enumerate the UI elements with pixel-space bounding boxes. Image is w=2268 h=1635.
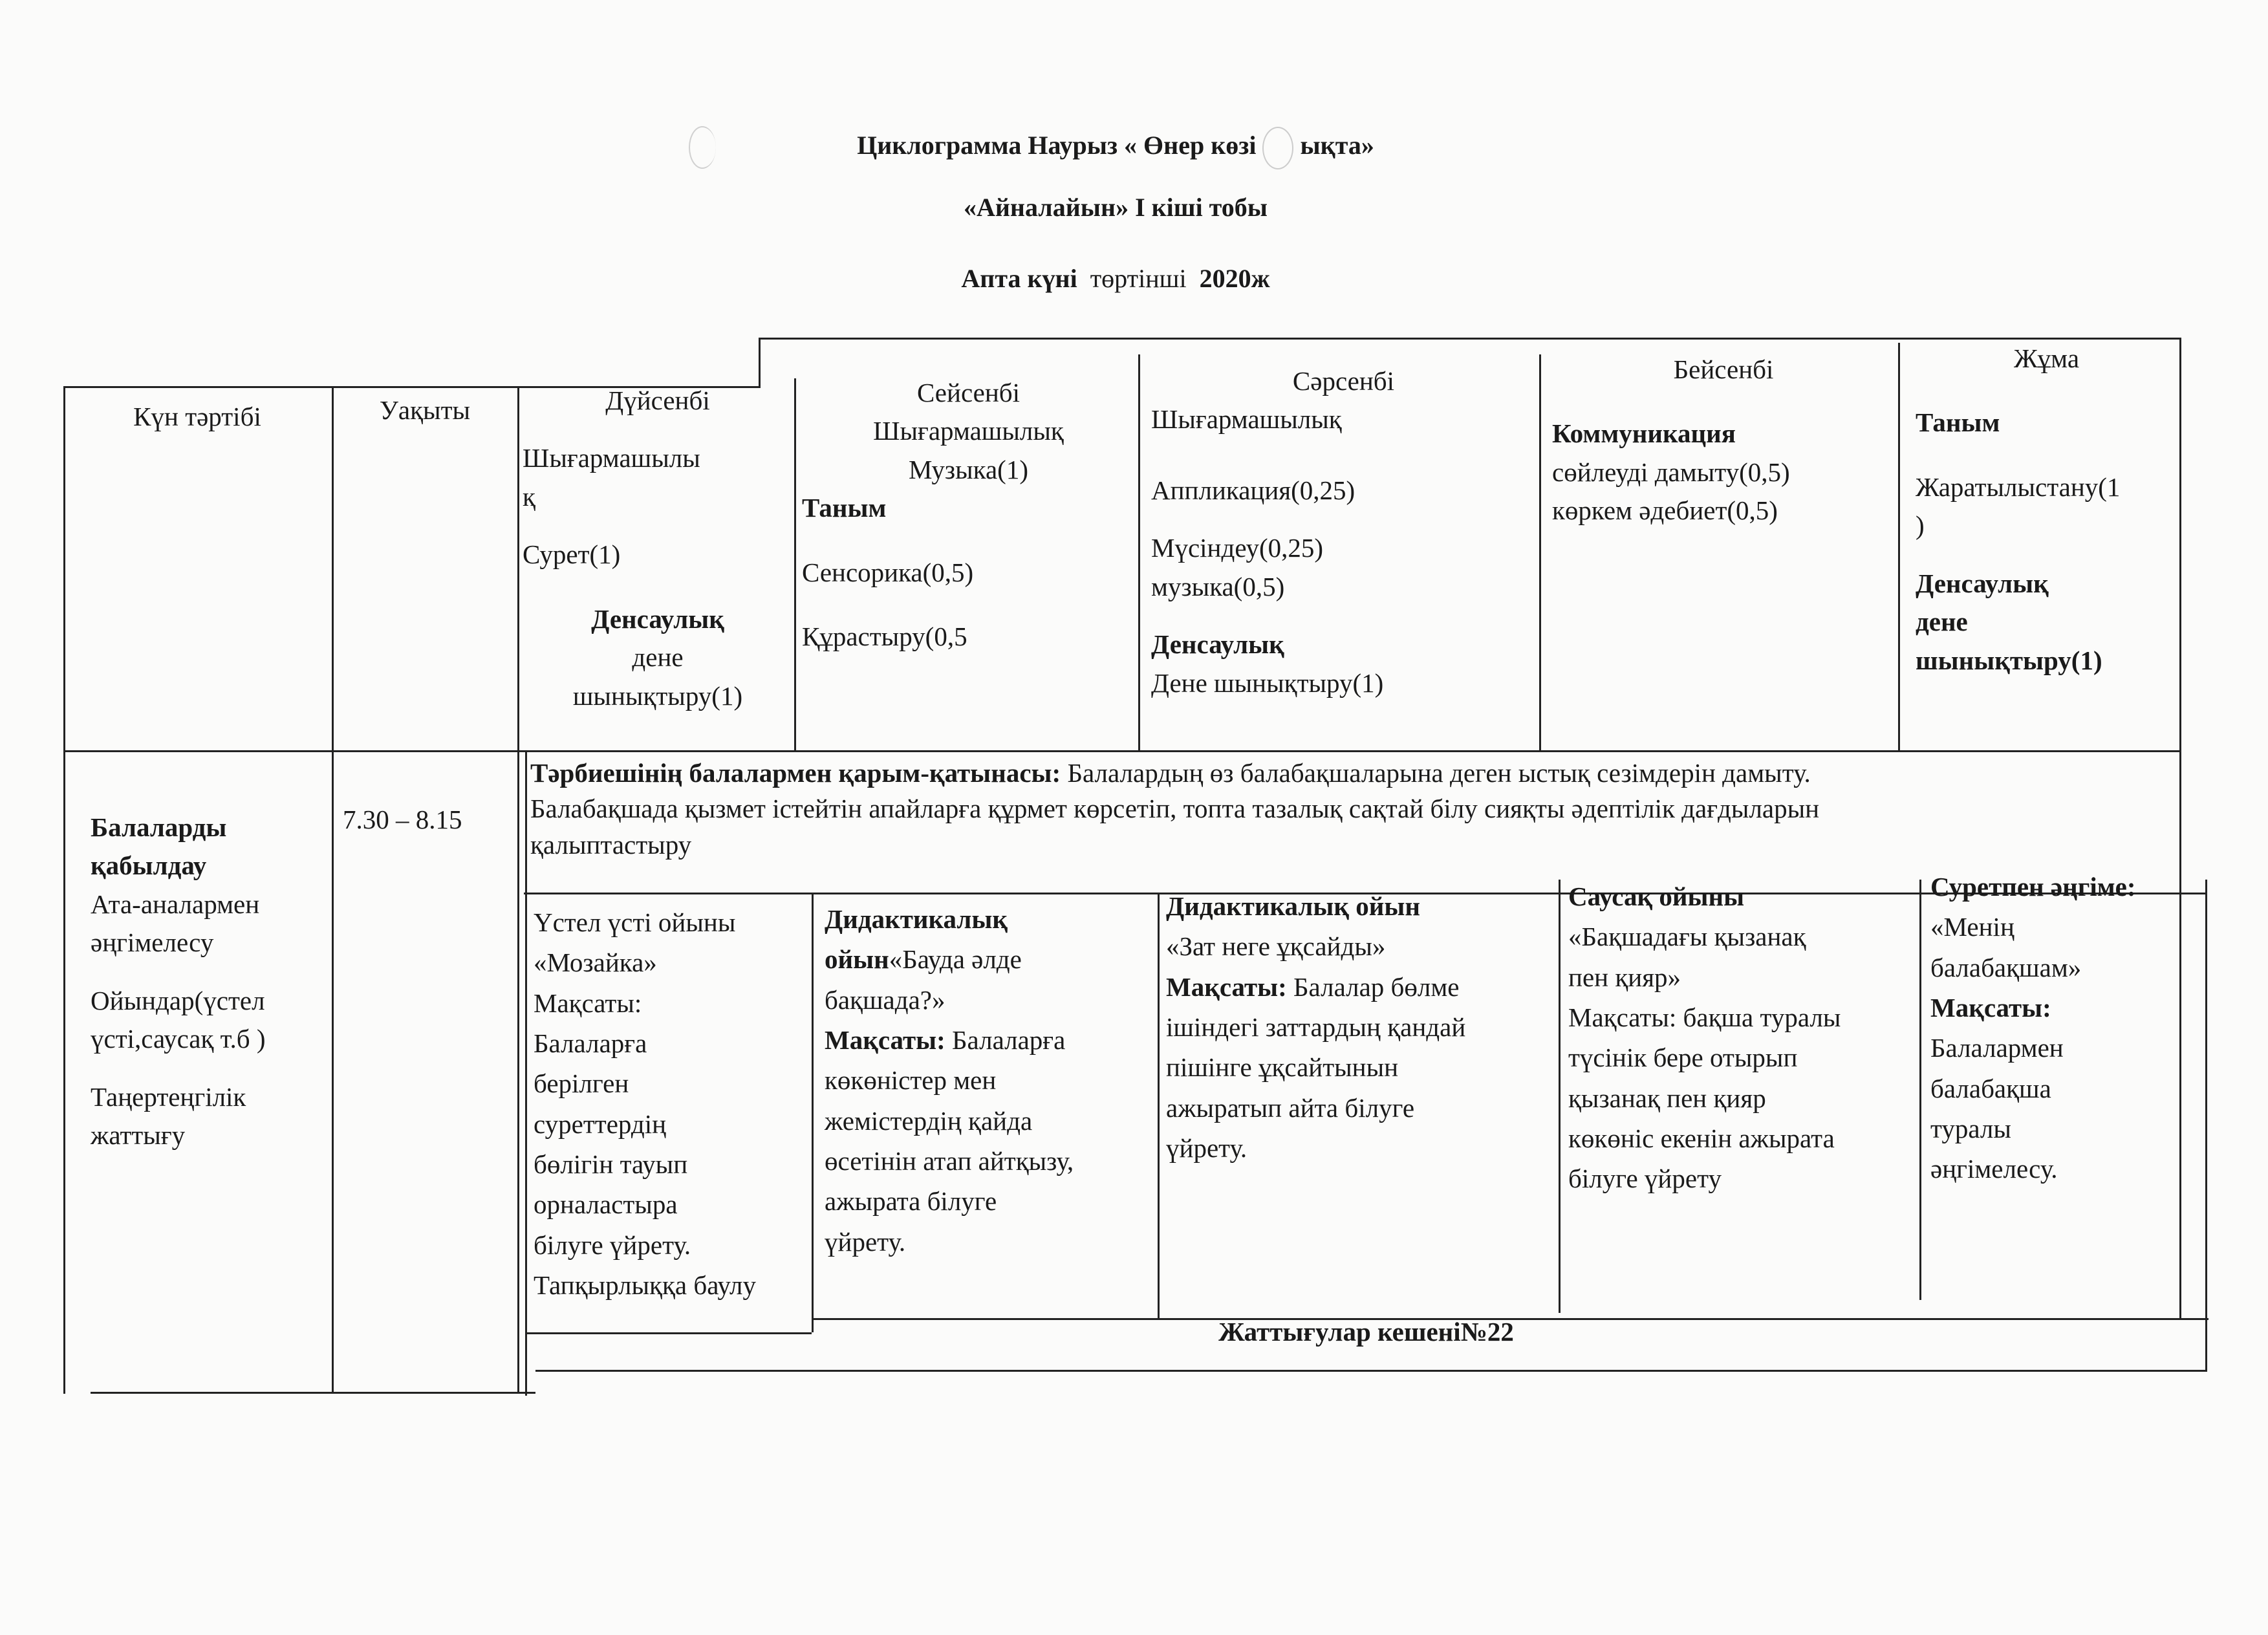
year: 2020ж	[1199, 264, 1270, 293]
fri-area-c: Денсаулық	[1916, 568, 2049, 598]
thu-line: түсінік бере отырып	[1568, 1043, 1798, 1073]
wed-subject-d: музыка(0,5)	[1151, 571, 1285, 601]
thu-line: қызанақ пен қияр	[1568, 1083, 1766, 1113]
mon-area-a2: қ	[523, 481, 535, 512]
tue-subject-d: Сенсорика(0,5)	[802, 557, 974, 587]
mon-line: берілген	[534, 1068, 629, 1099]
thu-subject-c: көркем әдебиет(0,5)	[1552, 495, 1778, 526]
mon-subject-e: шынықтыру(1)	[572, 680, 743, 711]
wed-line: үйрету.	[1166, 1132, 1247, 1163]
communication-text-3: қалыптастыру	[530, 829, 692, 860]
wed-title: Дидактикалық ойын	[1166, 891, 1420, 921]
col-header-thursday	[1552, 351, 1895, 530]
tue-line: көкөністер мен	[825, 1065, 997, 1096]
day-thursday: Бейсенбі	[1673, 354, 1774, 384]
mon-line: бөлігін тауып	[534, 1149, 688, 1179]
communication-label: Тәрбиешінің балалармен қарым-қатынасы:	[530, 758, 1061, 788]
routine-cell	[91, 808, 330, 1155]
routine-title-2: қабылдау	[91, 850, 207, 881]
fri-line: туралы	[1930, 1113, 2011, 1143]
fri-line: балабақша	[1930, 1073, 2051, 1103]
thu-title: Саусақ ойыны	[1568, 882, 1745, 911]
fri-area-a: Таным	[1916, 407, 2000, 438]
tue-subject-e: Құрастыру(0,5	[802, 622, 967, 652]
wed-subject-b: Аппликация(0,25)	[1151, 475, 1355, 505]
mon-subject-b: Сурет(1)	[523, 539, 621, 570]
activity-wednesday	[1166, 886, 1554, 1168]
col-header-time: Уақыты	[379, 395, 471, 425]
mon-line: суреттердің	[534, 1109, 667, 1139]
routine-line-3: Ойындар(үстел	[91, 985, 265, 1015]
tue-title-2: ойын	[825, 944, 889, 975]
fri-subject-e: шынықтыру(1)	[1916, 645, 2102, 675]
thu-line: Мақсаты: бақша туралы	[1568, 1002, 1841, 1032]
time-cell: 7.30 – 8.15	[343, 805, 462, 834]
activity-friday	[1930, 867, 2202, 1189]
day-wednesday: Сәрсенбі	[1292, 366, 1395, 396]
routine-line-6: жаттығу	[91, 1120, 186, 1151]
routine-title-1: Балаларды	[91, 812, 227, 842]
tue-area-a: Шығармашылық	[873, 416, 1064, 446]
tue-title-2b: «Бауда әлде	[889, 944, 1022, 975]
wed-goal-label: Мақсаты:	[1166, 971, 1287, 1002]
activity-tuesday	[825, 899, 1154, 1262]
fri-line: Балалармен	[1930, 1033, 2064, 1063]
thu-area-a: Коммуникация	[1552, 418, 1736, 449]
wed-area-a: Шығармашылық	[1151, 404, 1342, 435]
title-text-end: ықта»	[1300, 131, 1374, 160]
routine-line-2: әңгімелесу	[91, 927, 214, 958]
day-tuesday: Сейсенбі	[916, 378, 1021, 407]
title-text: Циклограмма Наурыз « Өнер көзі	[857, 131, 1257, 160]
wed-line: ішіндегі заттардың қандай	[1166, 1012, 1466, 1042]
communication-text-1: Балалардың өз балабақшаларына деген ыстық сезімдерін дамыту.	[1061, 758, 1811, 788]
hole-punch-mark	[1262, 127, 1293, 169]
tue-line: жемістердің қайда	[825, 1105, 1033, 1136]
activity-monday	[534, 902, 808, 1305]
mon-line: Үстел үсті ойыны	[534, 907, 736, 937]
doc-title-line2: «Айналайын» I кіші тобы	[963, 193, 1268, 222]
hole-punch-mark-left	[689, 126, 716, 169]
thu-line: пен қияр»	[1568, 962, 1681, 992]
col-header-tuesday	[802, 374, 1135, 656]
thu-line: «Бақшадағы қызанақ	[1568, 922, 1806, 952]
wed-line: ажыратып айта білуге	[1166, 1092, 1415, 1123]
week-day-value: төртінші	[1090, 264, 1187, 293]
fri-line-2: «Менің	[1930, 912, 2014, 942]
routine-line-4: үсті,саусақ т.б )	[91, 1024, 266, 1054]
tue-line: үйрету.	[825, 1226, 906, 1257]
communication-text-2: Балабақшада қызмет істейтін апайларға құрмет көрсетіп, топта тазалық сақтай білу сияқты әдептілік дағдыларын	[530, 794, 1820, 824]
mon-area-a: Шығармашылы	[523, 443, 700, 473]
mon-line: Балаларға	[534, 1028, 647, 1058]
tue-goal-label: Мақсаты:	[825, 1024, 945, 1055]
activity-thursday	[1568, 876, 1917, 1199]
col-header-wednesday	[1151, 362, 1536, 702]
fri-subject-d: дене	[1916, 607, 1968, 637]
wed-subject-f: Дене шынықтыру(1)	[1151, 667, 1384, 698]
tue-goal-text: Балаларға	[945, 1024, 1066, 1055]
thu-line: білуге үйрету	[1568, 1164, 1722, 1194]
mon-line: Мақсаты:	[534, 988, 642, 1018]
wed-subject-c: Мүсіндеу(0,25)	[1151, 533, 1324, 563]
fri-line-3: балабақшам»	[1930, 952, 2082, 982]
wed-goal-text: Балалар бөлме	[1286, 971, 1460, 1002]
tue-title-1: Дидактикалық	[825, 904, 1008, 934]
mon-line: Тапқырлыққа баулу	[534, 1270, 756, 1300]
mon-subject-d: дене	[632, 642, 684, 673]
tue-line-3: бақшада?»	[825, 984, 945, 1015]
wed-line-2: «Зат неге ұқсайды»	[1166, 931, 1386, 962]
thu-subject-b: сөйлеуді дамыту(0,5)	[1552, 457, 1790, 487]
day-monday: Дүйсенбі	[605, 385, 710, 415]
fri-goal-label: Мақсаты:	[1930, 992, 2051, 1023]
routine-line-1: Ата-аналармен	[91, 889, 260, 919]
col-header-monday	[523, 382, 793, 715]
teacher-communication	[530, 755, 2179, 863]
wed-area-e: Денсаулық	[1151, 629, 1284, 660]
routine-line-5: Таңертеңгілік	[91, 1081, 246, 1112]
mon-line: орналастыра	[534, 1189, 678, 1220]
tue-subject-b: Музыка(1)	[909, 454, 1028, 484]
mon-line: «Мозайка»	[534, 947, 657, 978]
fri-title: Суретпен әңгіме:	[1930, 872, 2136, 902]
fri-line: әңгімелесу.	[1930, 1154, 2058, 1184]
col-header-friday	[1916, 340, 2177, 680]
col-header-routine: Күн тәртібі	[133, 402, 261, 431]
week-day-label: Апта күні	[961, 264, 1077, 293]
doc-title-line3	[0, 263, 2231, 294]
fri-subject-b2: )	[1916, 510, 1925, 541]
thu-line: көкөніс екенін ажырата	[1568, 1123, 1835, 1153]
fri-subject-b: Жаратылыстану(1	[1916, 471, 2121, 502]
doc-title-line1	[0, 127, 2231, 169]
tue-line: ажырата білуге	[825, 1186, 997, 1217]
day-friday: Жұма	[2013, 343, 2080, 373]
wed-line: пішінге ұқсайтынын	[1166, 1052, 1399, 1083]
mon-line: білуге үйрету.	[534, 1229, 691, 1260]
tue-area-c: Таным	[802, 493, 887, 523]
tue-line: өсетінін атап айтқызу,	[825, 1145, 1074, 1176]
exercise-complex: Жаттығулар кешені№22	[1218, 1317, 1514, 1347]
mon-area-c: Денсаулық	[591, 603, 724, 634]
